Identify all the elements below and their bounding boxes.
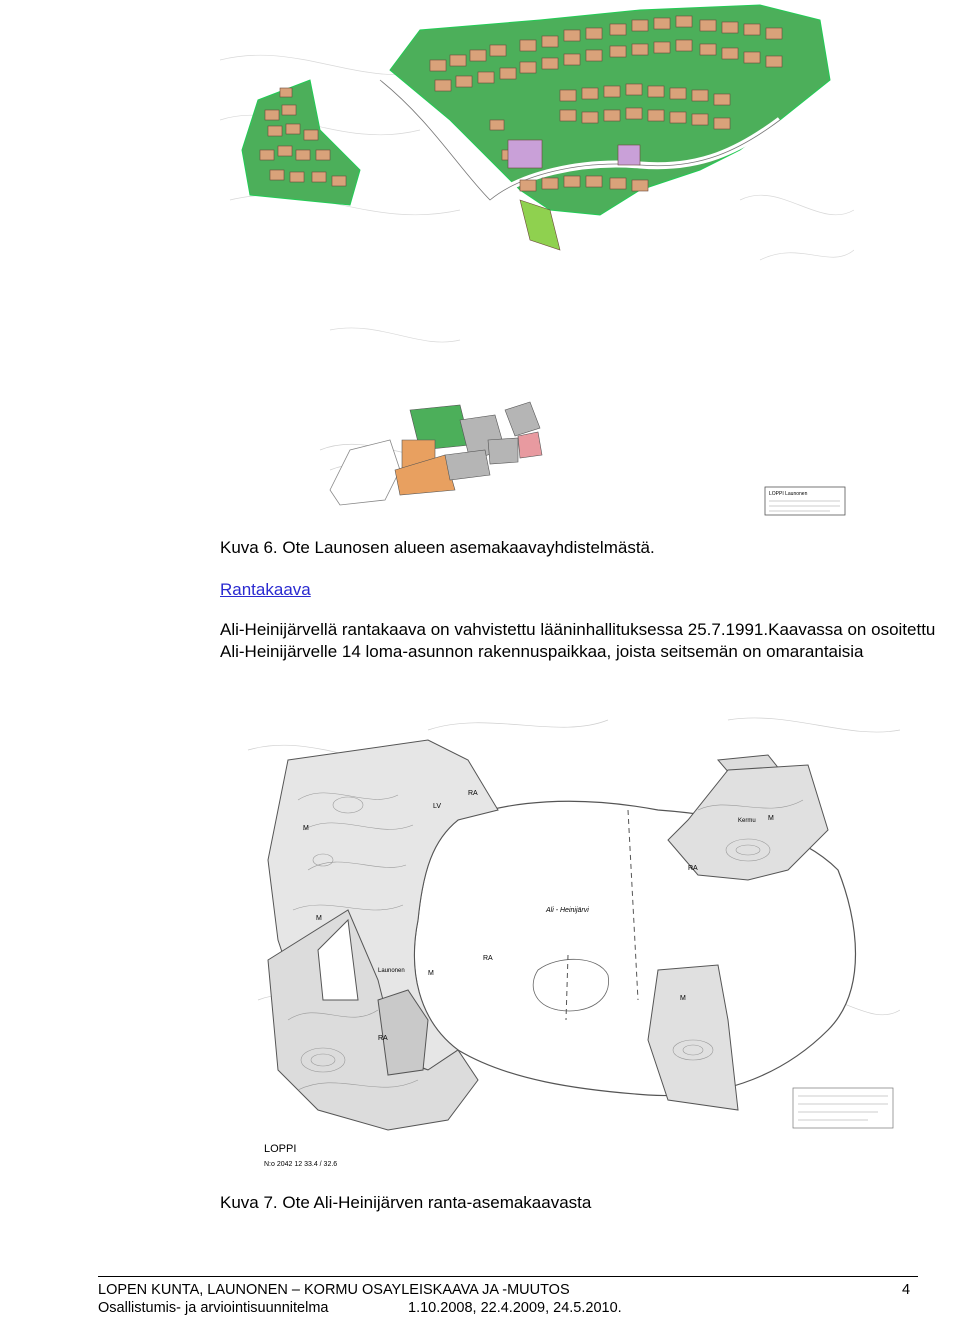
footer-subtitle: Osallistumis- ja arviointisuunnitelma (98, 1300, 329, 1316)
zone-label: RA (468, 790, 478, 797)
zone-label: M (768, 815, 774, 822)
lake-label: Ali - Heinijärvi (546, 907, 589, 914)
section-paragraph: Ali-Heinijärvellä rantakaava on vahvistettu lääninhallituksessa 25.7.1991.Kaavassa on osoitettu Ali-Heinijärvelle 14 loma-asunnon rakennuspaikkaa, joista seitsemän on omarantaisia (220, 620, 936, 661)
footer-divider (98, 1276, 918, 1277)
zone-label: M (303, 825, 309, 832)
footer-page-number: 4 (902, 1282, 911, 1298)
footer-dates: 1.10.2008, 22.4.2009, 24.5.2010. (408, 1300, 622, 1316)
figure-7-caption: Kuva 7. Ote Ali-Heinijärven ranta-asemakaavasta (220, 1193, 592, 1212)
zone-label: RA (483, 955, 493, 962)
shore-plan-drawing (228, 700, 900, 1172)
footer-document-title: LOPEN KUNTA, LAUNONEN – KORMU OSAYLEISKAAVA JA -MUUTOS (98, 1282, 570, 1298)
ali-heinijarvi-shore-plan-map (228, 700, 900, 1172)
place-label-launonen: Launonen (378, 968, 405, 974)
zone-label: M (680, 995, 686, 1002)
zone-label: RA (378, 1035, 388, 1042)
zone-label: LV (433, 803, 442, 810)
sheet-reference: N:o 2042 12 33.4 / 32.6 (264, 1161, 338, 1168)
launonen-zoning-map (220, 0, 854, 525)
map1-legend-title: LOPPI Launonen (769, 491, 808, 497)
zoning-map-drawing (220, 0, 854, 525)
municipality-label: LOPPI (264, 1143, 297, 1155)
section-heading-rantakaava[interactable]: Rantakaava (220, 580, 311, 599)
place-label-kermu: Kermu (738, 818, 756, 824)
zone-label: M (316, 915, 322, 922)
figure-6-caption: Kuva 6. Ote Launosen alueen asemakaavayhdistelmästä. (220, 538, 655, 557)
zone-label: M (428, 970, 434, 977)
zone-label: RA (688, 865, 698, 872)
